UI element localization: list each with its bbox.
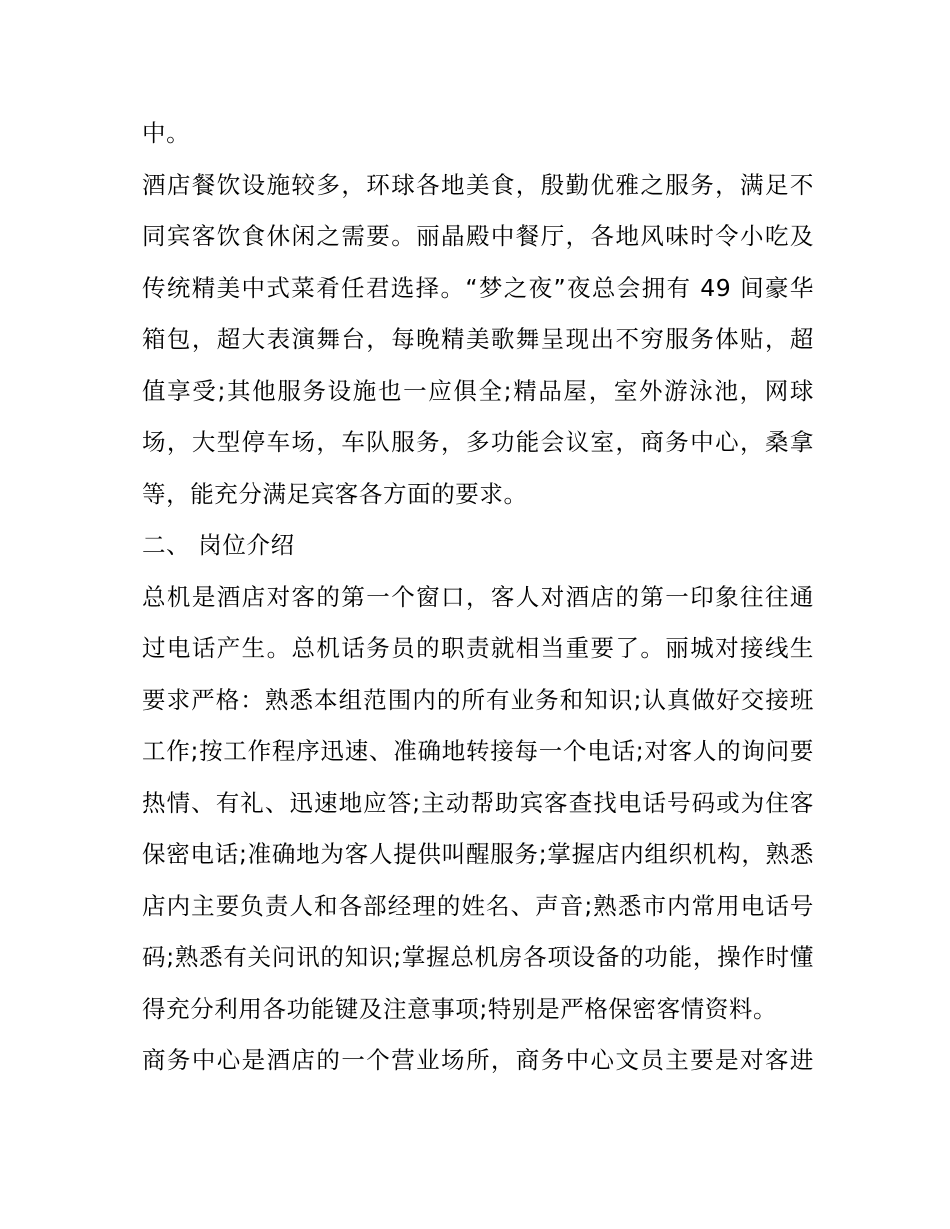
paragraph-business-center: 商务中心是酒店的一个营业场所，商务中心文员主要是对客进 xyxy=(142,1046,814,1074)
section-heading-job-introduction: 二、 岗位介绍 xyxy=(142,531,295,559)
document-body xyxy=(142,108,814,1087)
paragraph-continuation: 中。 xyxy=(142,119,191,147)
paragraph-dining-facilities: 酒店餐饮设施较多，环球各地美食，殷勤优雅之服务，满足不同宾客饮食休闲之需要。丽晶殿中餐厅，各地风味时令小吃及传统精美中式菜肴任君选择。“梦之夜”夜总会拥有 49 间豪华箱包，超大表演舞台，每晚精美歌舞呈现出不穷服务体贴，超值享受;其他服务设施也一应俱全;精品屋，室外游泳池，网球场，大型停车场，车队服务，多功能会议室，商务中心，桑拿等，能充分满足宾客各方面的要求。 xyxy=(142,170,814,508)
paragraph-switchboard: 总机是酒店对客的第一个窗口，客人对酒店的第一印象往往通过电话产生。总机话务员的职责就相当重要了。丽城对接线生要求严格：熟悉本组范围内的所有业务和知识;认真做好交接班工作;按工作程序迅速、准确地转接每一个电话;对客人的询问要热情、有礼、迅速地应答;主动帮助宾客查找电话号码或为住客保密电话;准确地为客人提供叫醒服务;掌握店内组织机构，熟悉店内主要负责人和各部经理的姓名、声音;熟悉市内常用电话号码;熟悉有关问讯的知识;掌握总机房各项设备的功能，操作时懂得充分利用各功能键及注意事项;特别是严格保密客情资料。 xyxy=(142,582,814,1023)
